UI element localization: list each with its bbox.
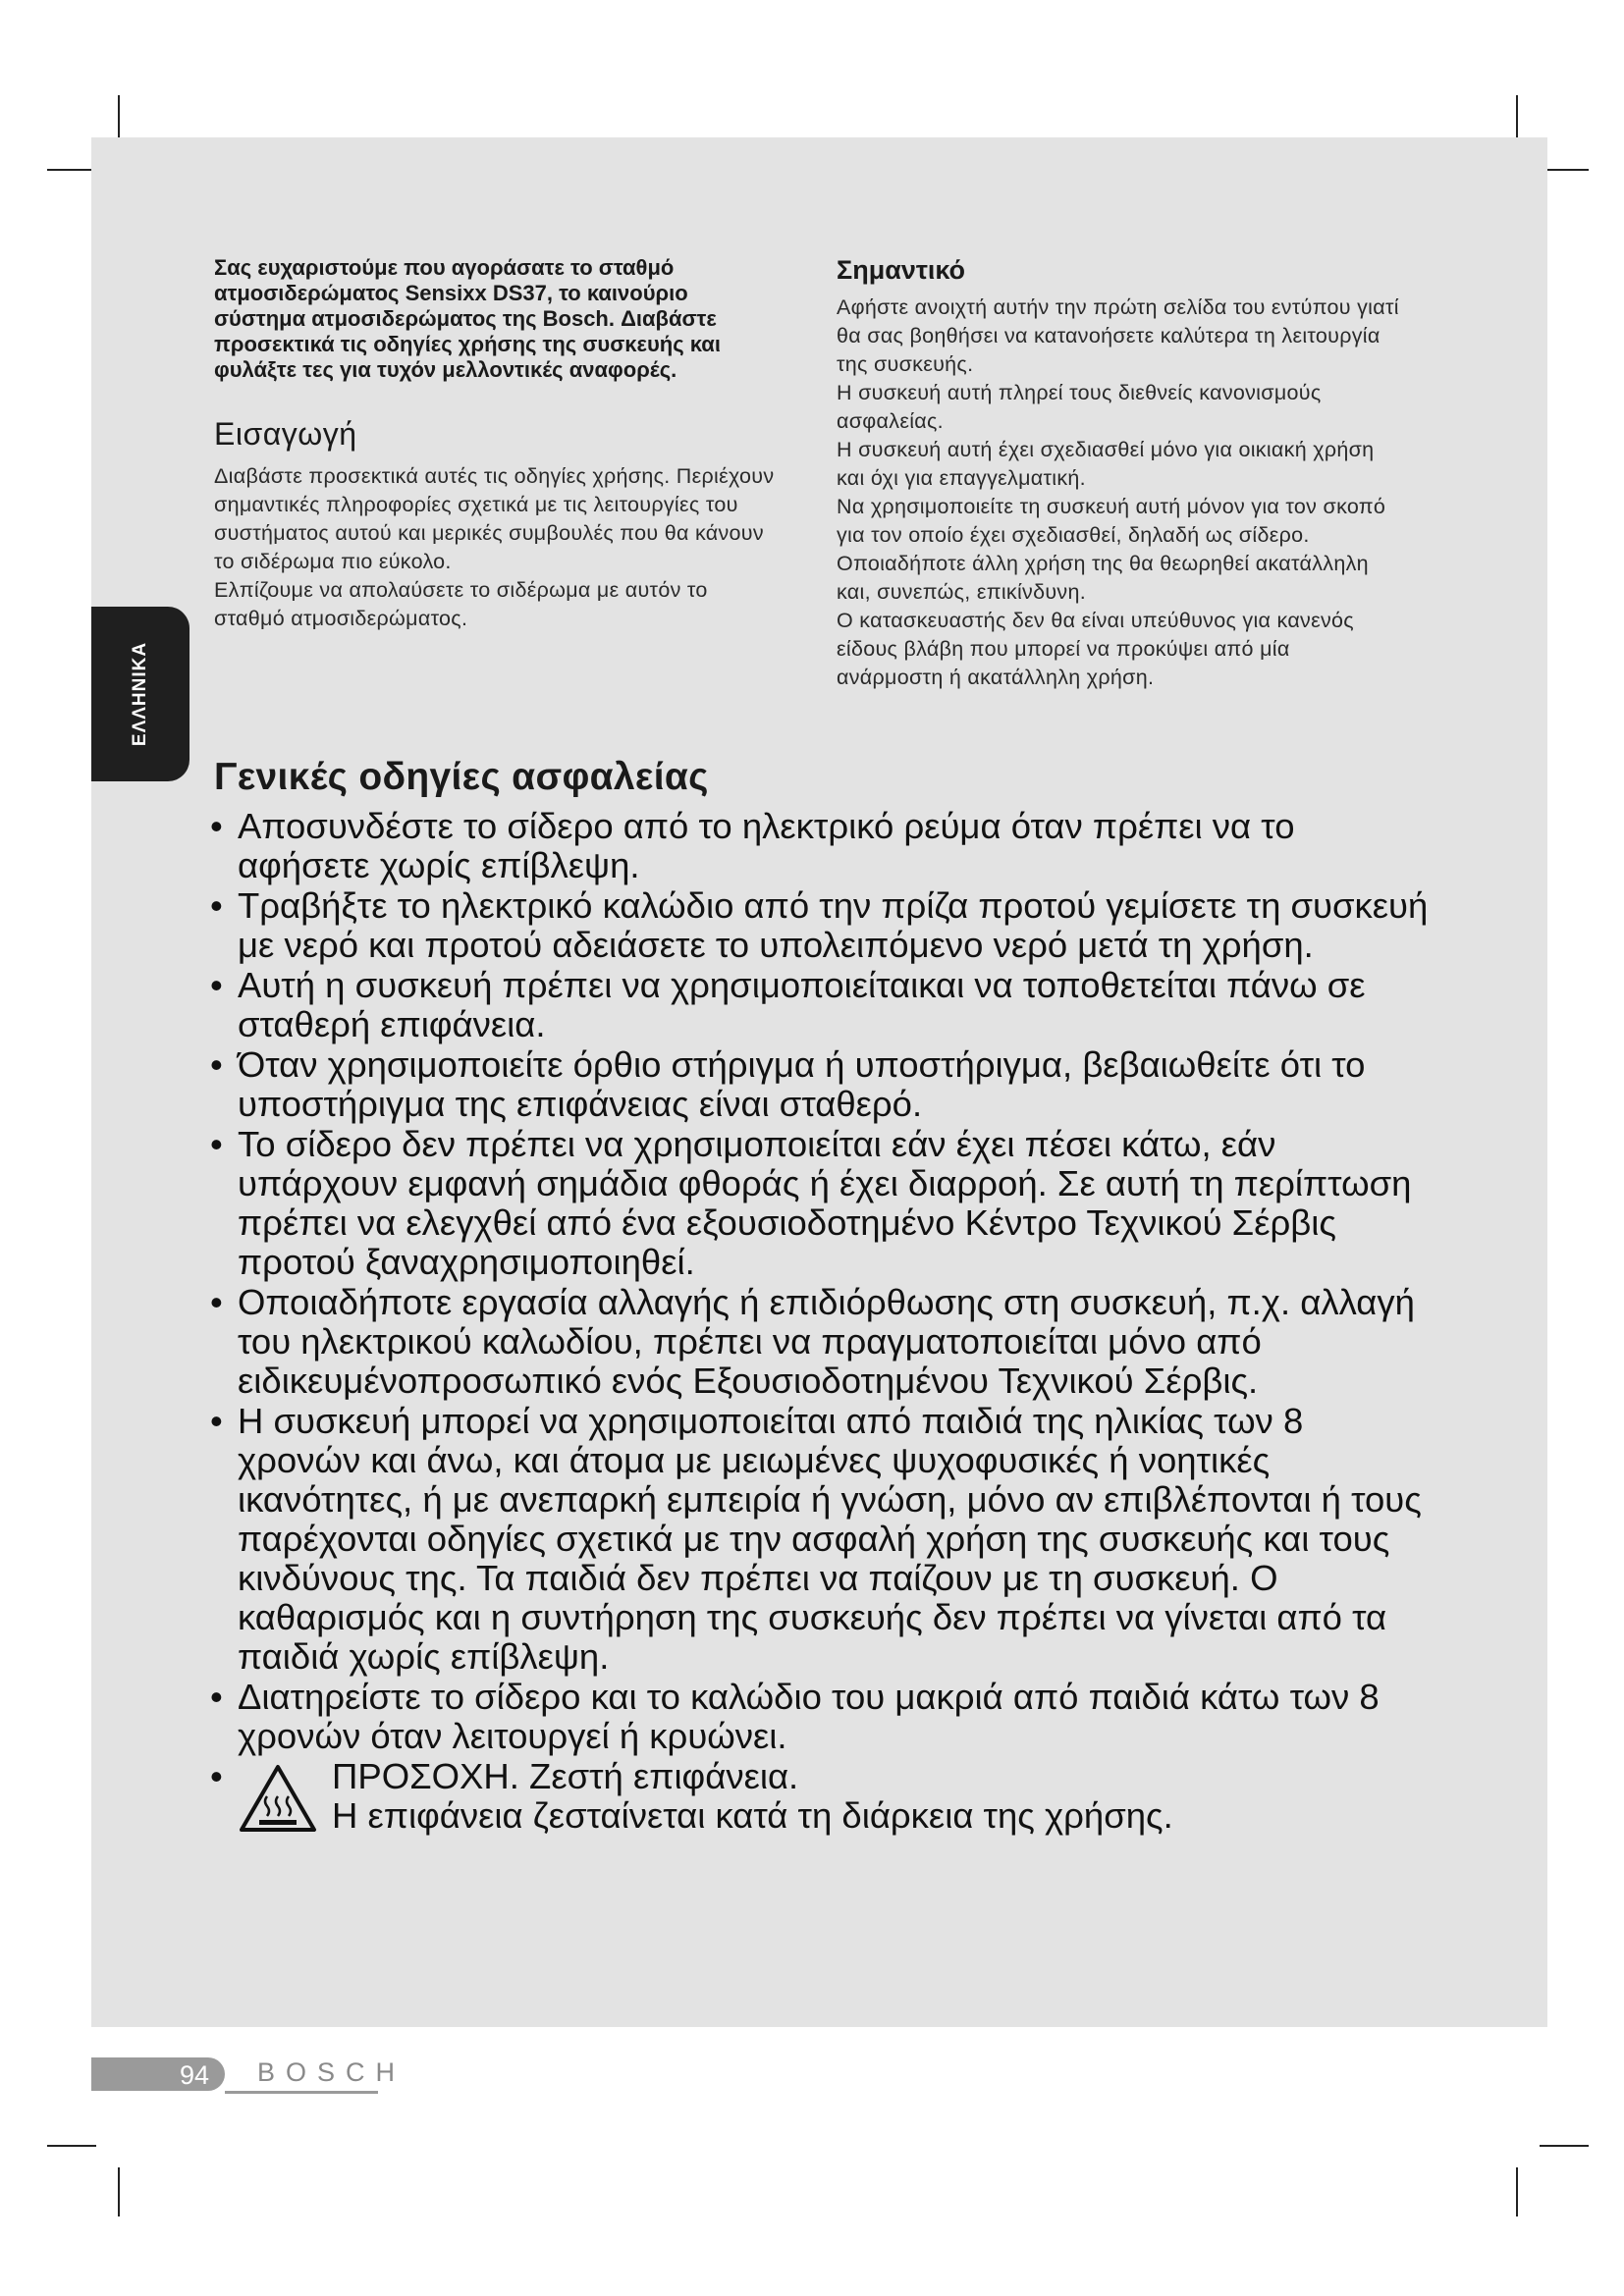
bullet: • — [210, 1677, 223, 1717]
crop-mark — [118, 2167, 120, 2216]
brand-name: BOSCH — [257, 2057, 406, 2087]
safety-item — [206, 1283, 1434, 1401]
safety-item-text: Όταν χρησιμοποιείτε όρθιο στήριγμα ή υποστήριγμα, βεβαιωθείτε ότι το υποστήριγμα της επιφάνειας είναι σταθερό. — [238, 1044, 1366, 1124]
language-tab — [91, 607, 189, 781]
bullet: • — [210, 806, 223, 846]
important-paragraph-1: Αφήστε ανοιχτή αυτήν την πρώτη σελίδα του εντύπου γιατί θα σας βοηθήσει να κατανοήσετε καλύτερα τη λειτουργία της συσκευής. — [837, 295, 1399, 376]
crop-mark — [1516, 2167, 1518, 2216]
bullet: • — [210, 885, 223, 926]
page-number: 94 — [179, 2060, 209, 2090]
language-tab-label: ΕΛΛΗΝΙΚΑ — [130, 641, 150, 747]
safety-item-text: Οποιαδήποτε εργασία αλλαγής ή επιδιόρθωσης στη συσκευή, π.χ. αλλαγή του ηλεκτρικού καλωδίου, πρέπει να πραγματοποιείται μόνο από ειδικευμένοπροσωπικό ενός Εξουσιοδοτημένου Τεχνικού Σέρβις. — [238, 1282, 1415, 1401]
important-heading: Σημαντικό — [837, 255, 966, 285]
bullet: • — [210, 1124, 223, 1164]
safety-item — [206, 1125, 1434, 1282]
safety-item — [206, 966, 1434, 1044]
introduction-paragraph-1: Διαβάστε προσεκτικά αυτές τις οδηγίες χρήσης. Περιέχουν σημαντικές πληροφορίες σχετικά με τις λειτουργίες του συστήματος αυτού και μερικές συμβουλές που θα κάνουν το σιδέρωμα πιο εύκολο. — [214, 464, 775, 573]
footer-rule — [225, 2091, 378, 2094]
safety-item — [206, 807, 1434, 885]
safety-item — [206, 886, 1434, 965]
warning-text: Η επιφάνεια ζεσταίνεται κατά τη διάρκεια της χρήσης. — [332, 1795, 1173, 1836]
important-paragraph-2: Η συσκευή αυτή πληρεί τους διεθνείς κανονισμούς ασφαλείας. — [837, 381, 1322, 433]
page-number-tab — [91, 2057, 225, 2091]
crop-mark — [47, 2145, 96, 2147]
safety-item — [206, 1402, 1434, 1677]
crop-mark — [1540, 2145, 1589, 2147]
introduction-paragraph-2: Ελπίζουμε να απολαύσετε το σιδέρωμα με αυτόν το σταθμό ατμοσιδερώματος. — [214, 578, 708, 630]
safety-item-text: Τραβήξτε το ηλεκτρικό καλώδιο από την πρίζα προτού γεμίσετε τη συσκευή με νερό και προτού αδειάσετε το υπολειπόμενο νερό μετά τη χρήση. — [238, 885, 1429, 965]
safety-item-text: Το σίδερο δεν πρέπει να χρησιμοποιείται εάν έχει πέσει κάτω, εάν υπάρχουν εμφανή σημάδια φθοράς ή έχει διαρροή. Σε αυτή τη περίπτωση πρέπει να ελεγχθεί από ένα εξουσιοδοτημένο Κέντρο Τεχνικού Σέρβις προτού ξαναχρησιμοποιηθεί. — [238, 1124, 1412, 1282]
hot-surface-icon — [238, 1763, 318, 1834]
safety-warning-item — [206, 1757, 1434, 1836]
important-paragraph-5: Ο κατασκευαστής δεν θα είναι υπεύθυνος για κανενός είδους βλάβη που μπορεί να προκύψει από μία ανάρμοστη ή ακατάλληλη χρήση. — [837, 609, 1354, 689]
introduction-heading: Εισαγωγή — [214, 416, 357, 452]
bullet: • — [210, 1401, 223, 1441]
safety-item — [206, 1678, 1434, 1756]
safety-title: Γενικές οδηγίες ασφαλείας — [214, 756, 709, 798]
safety-item-text: Η συσκευή μπορεί να χρησιμοποιείται από παιδιά της ηλικίας των 8 χρονών και άνω, και άτομα με μειωμένες ψυχοφυσικές ή νοητικές ικανότητες, ή με ανεπαρκή εμπειρία ή γνώση, μόνο αν επιβλέπονται ή τους παρέχονται οδηγίες σχετικά με την ασφαλή χρήση της συσκευής και τους κινδύνους της. Τα παιδιά δεν πρέπει να παίζουν με τη συσκευή. Ο καθαρισμός και η συντήρηση της συσκευής δεν πρέπει να γίνεται από τα παιδιά χωρίς επίβλεψη. — [238, 1401, 1422, 1677]
bullet: • — [210, 1044, 223, 1085]
important-paragraph-4: Να χρησιμοποιείτε τη συσκευή αυτή μόνον για τον σκοπό για τον οποίο έχει σχεδιασθεί, δηλαδή ως σίδερο. Οποιαδήποτε άλλη χρήση της θα θεωρηθεί ακατάλληλη και, συνεπώς, επικίνδυνη. — [837, 495, 1386, 604]
safety-list — [206, 807, 1434, 1837]
left-column — [214, 255, 780, 633]
safety-item-text: Αυτή η συσκευή πρέπει να χρησιμοποιείταικαι να τοποθετείται πάνω σε σταθερή επιφάνεια. — [238, 965, 1366, 1044]
crop-mark — [47, 169, 96, 171]
bullet: • — [210, 1756, 223, 1796]
safety-item — [206, 1045, 1434, 1124]
intro-text: Σας ευχαριστούμε που αγοράσατε το σταθμό ατμοσιδερώματος Sensixx DS37, το καινούριο σύστημα ατμοσιδερώματος της Bosch. Διαβάστε προσεκτικά τις οδηγίες χρήσης της συσκευής και φυλάξτε τες για τυχόν μελλοντικές αναφορές. — [214, 255, 721, 382]
safety-item-text: Αποσυνδέστε το σίδερο από το ηλεκτρικό ρεύμα όταν πρέπει να το αφήσετε χωρίς επίβλεψη. — [238, 806, 1295, 885]
safety-item-text: Διατηρείστε το σίδερο και το καλώδιο του μακριά από παιδιά κάτω των 8 χρονών όταν λειτουργεί ή κρυώνει. — [238, 1677, 1380, 1756]
bullet: • — [210, 965, 223, 1005]
warning-title: ΠΡΟΣΟΧΗ. Ζεστή επιφάνεια. — [332, 1756, 799, 1796]
important-paragraph-3: Η συσκευή αυτή έχει σχεδιασθεί μόνο για οικιακή χρήση και όχι για επαγγελματική. — [837, 438, 1375, 490]
right-column — [837, 255, 1402, 692]
bullet: • — [210, 1282, 223, 1322]
